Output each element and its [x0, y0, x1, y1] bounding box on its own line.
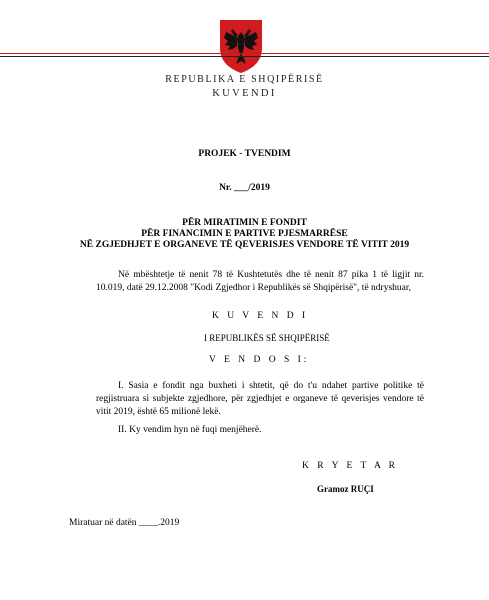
header-rule-red	[0, 53, 489, 54]
header-rule-black	[0, 56, 489, 57]
document-number: Nr. ___/2019	[219, 183, 270, 193]
decision-point-2: II. Ky vendim hyn në fuqi menjëherë.	[118, 425, 262, 435]
preamble-paragraph: Në mbështetje të nenit 78 të Kushtetutës dhe të nenit 87 pika 1 të ligjit nr. 10.019, datë 29.12.2008 "Kodi Zgjedhor i Republikës së Shqipërisë", të ndryshuar,	[96, 270, 424, 293]
document-type: PROJEK - TVENDIM	[198, 149, 291, 159]
albanian-eagle-emblem-icon	[216, 18, 266, 74]
title-line: PËR FINANCIMIN E PARTIVE PJESMARRËSE	[141, 229, 348, 239]
title-line: PËR MIRATIMIN E FONDIT	[182, 218, 307, 228]
institution-name: KUVENDI	[212, 88, 277, 99]
title-line: NË ZGJEDHJET E ORGANEVE TË QEVERISJES VENDORE TË VITIT 2019	[79, 240, 410, 250]
approval-date-line: Miratuar në datën ____.2019	[69, 518, 180, 528]
assembly-subheading: I REPUBLIKËS SË SHQIPËRISË	[204, 333, 330, 343]
assembly-heading: K U V E N D I	[212, 311, 309, 321]
republic-name: REPUBLIKA E SHQIPËRISË	[165, 74, 324, 85]
chair-title: K R Y E T A R	[302, 461, 399, 471]
chair-name: Gramoz RUÇI	[317, 484, 374, 494]
decides-heading: V E N D O S I:	[209, 355, 310, 365]
document-title	[0, 218, 489, 251]
decision-point-1: I. Sasia e fondit nga buxheti i shtetit, që do t'u ndahet partive politike të regjistruara si subjekte zgjedhore, për zgjedhjet e organeve të qeverisjes vendore të vitit 2019, është 65 milionë lekë.	[96, 381, 424, 417]
